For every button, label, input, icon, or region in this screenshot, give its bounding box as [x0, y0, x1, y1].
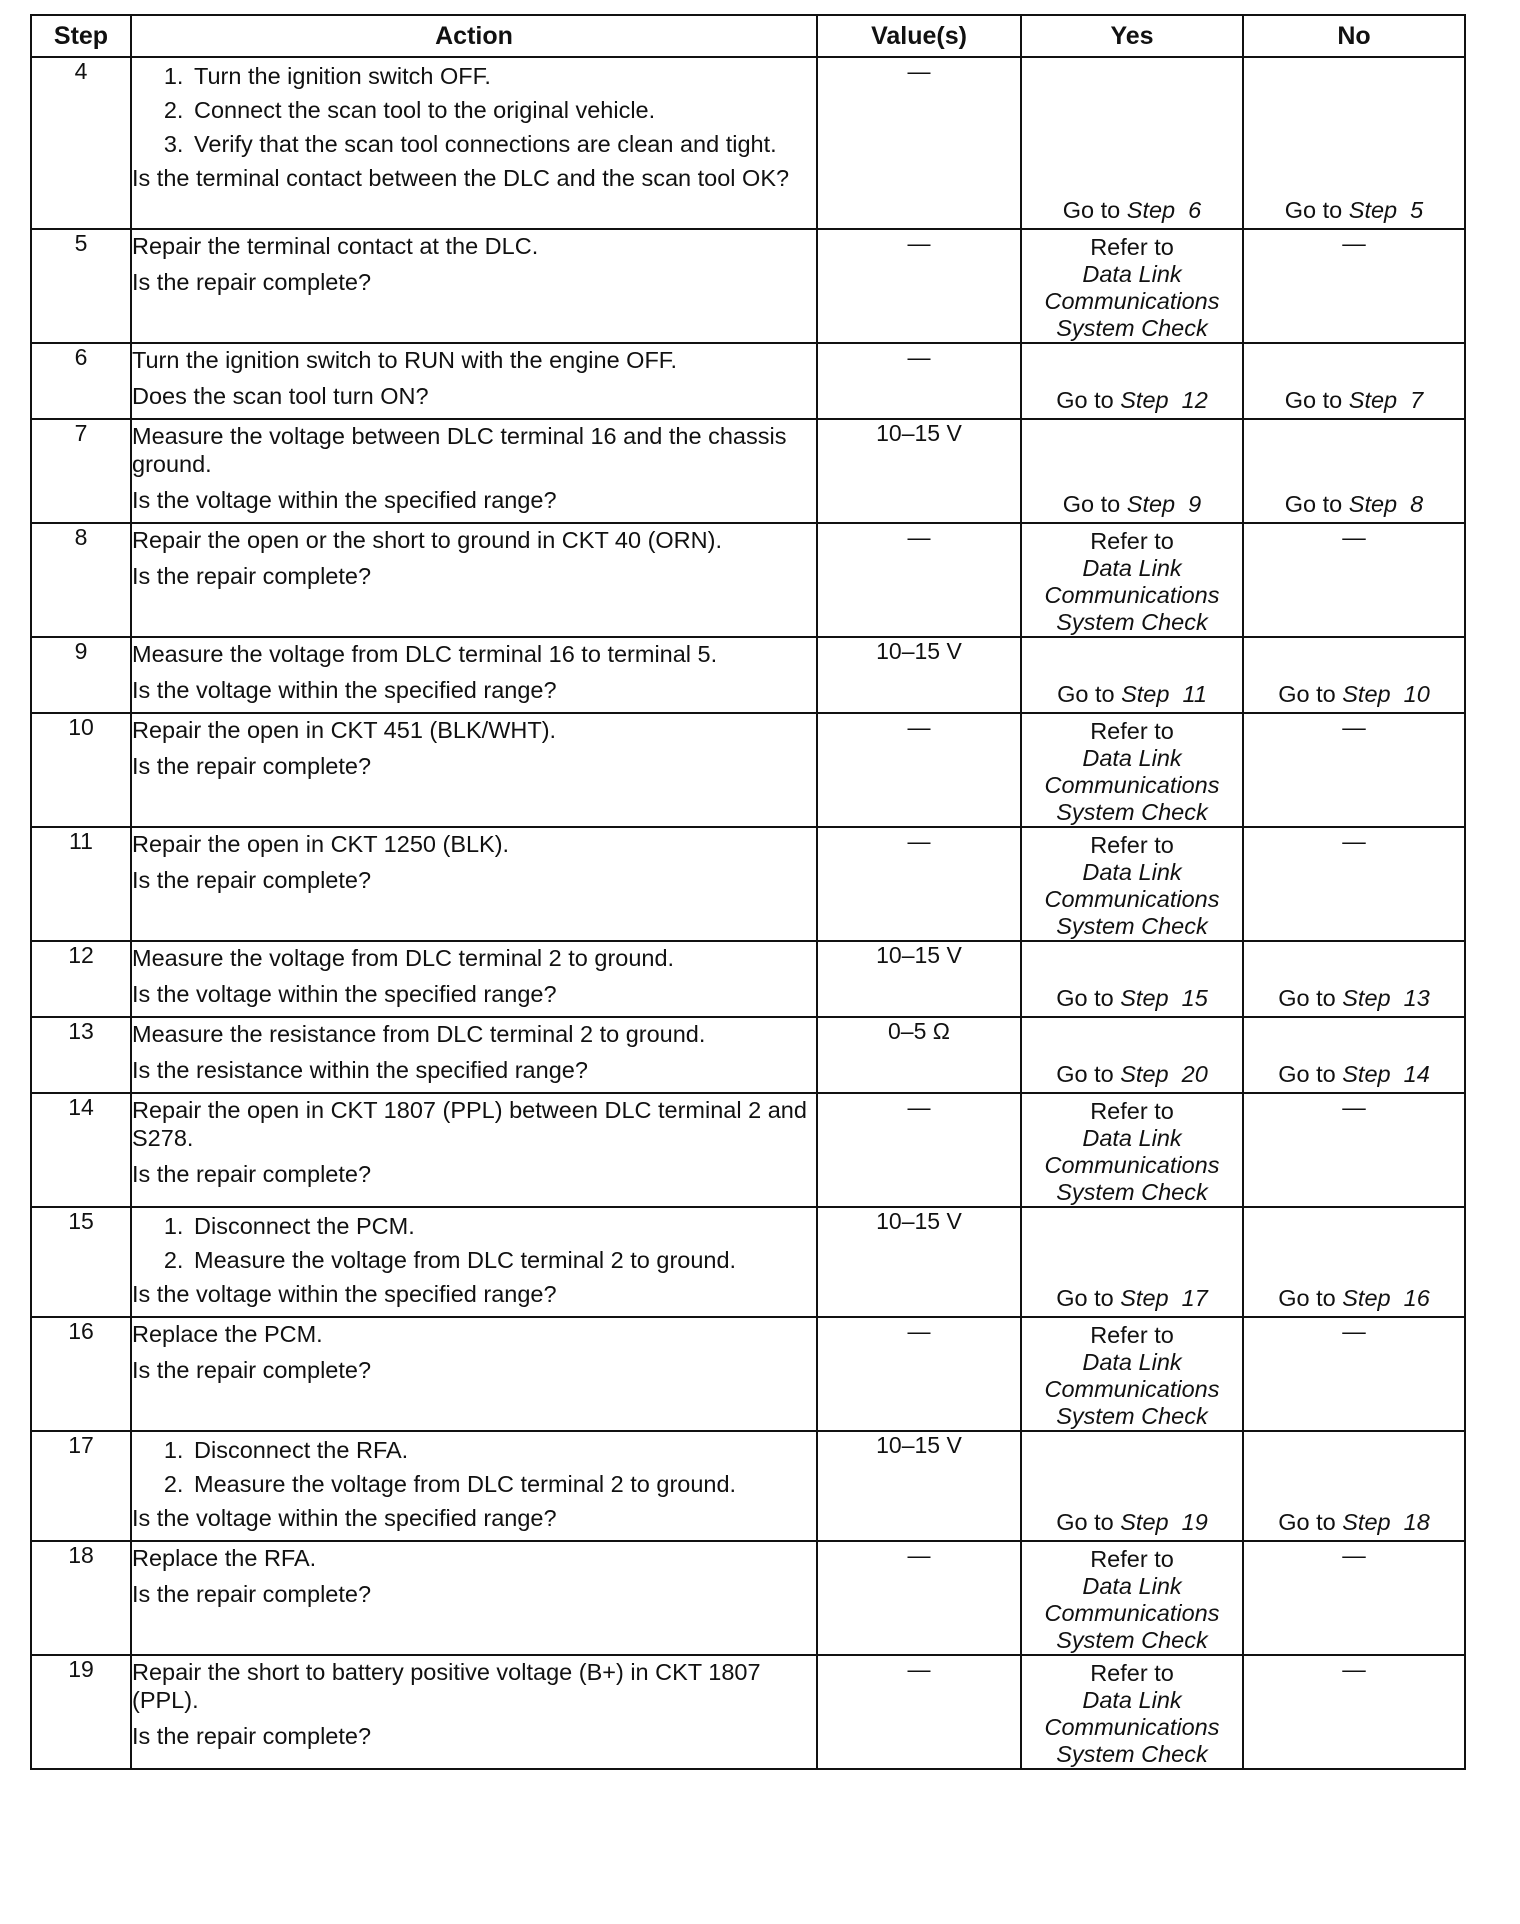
- value-cell: —: [817, 229, 1021, 343]
- refer-link-line: System Check: [1056, 913, 1208, 939]
- goto-step-number: 7: [1410, 387, 1424, 413]
- refer-link-line: Data Link: [1082, 745, 1182, 771]
- goto-prefix: Go to: [1062, 197, 1121, 223]
- goto-step-word: Step: [1348, 197, 1398, 223]
- table-row: [31, 419, 1465, 523]
- action-cell: [131, 343, 817, 419]
- goto-step-word: Step: [1342, 985, 1391, 1011]
- table-row: [31, 941, 1465, 1017]
- yes-cell: [1021, 1431, 1243, 1541]
- action-cell: [131, 1541, 817, 1655]
- yes-cell: [1021, 1093, 1243, 1207]
- action-text: Is the repair complete?: [132, 563, 372, 589]
- action-cell: [131, 57, 817, 229]
- goto-prefix: Go to: [1062, 491, 1121, 517]
- table-body: [31, 57, 1465, 1769]
- header-action: Action: [131, 15, 817, 57]
- step-number: 17: [31, 1431, 131, 1541]
- no-cell: [1243, 637, 1465, 713]
- goto-prefix: Go to: [1278, 681, 1336, 707]
- refer-link-line: System Check: [1056, 1741, 1208, 1767]
- diagnostic-table: [30, 14, 1466, 1770]
- yes-goto: [1022, 681, 1242, 708]
- yes-cell: [1021, 343, 1243, 419]
- goto-prefix: Go to: [1284, 197, 1343, 223]
- refer-link-line: Data Link: [1082, 1687, 1182, 1713]
- action-step-item: 2. Measure the voltage from DLC terminal 2 to ground.: [190, 1246, 816, 1274]
- value-cell: 10–15 V: [817, 941, 1021, 1017]
- refer-link-line: Data Link: [1082, 261, 1182, 287]
- table-row: [31, 1431, 1465, 1541]
- diagnostic-table-page: [30, 14, 1464, 1770]
- not-applicable-dash: —: [1342, 230, 1366, 256]
- goto-step-number: 14: [1403, 1061, 1430, 1087]
- yes-refer-block: [1022, 230, 1242, 342]
- action-step-item: 1. Disconnect the RFA.: [190, 1436, 816, 1464]
- not-applicable-dash: —: [1342, 1318, 1366, 1344]
- yes-cell: [1021, 827, 1243, 941]
- value-cell: 0–5 Ω: [817, 1017, 1021, 1093]
- table-row: [31, 1317, 1465, 1431]
- no-cell: [1243, 713, 1465, 827]
- action-text: Is the resistance within the specified range?: [132, 1057, 588, 1083]
- step-number: 16: [31, 1317, 131, 1431]
- yes-cell: [1021, 523, 1243, 637]
- yes-goto: [1022, 197, 1242, 224]
- action-text: Measure the voltage from DLC terminal 2 to ground.: [132, 945, 675, 971]
- step-number: 5: [31, 229, 131, 343]
- no-cell: [1243, 827, 1465, 941]
- yes-goto: [1022, 1285, 1242, 1312]
- no-cell: [1243, 1541, 1465, 1655]
- refer-link-line: System Check: [1056, 799, 1208, 825]
- goto-step-number: 18: [1403, 1509, 1430, 1535]
- header-no: No: [1243, 15, 1465, 57]
- goto-prefix: Go to: [1278, 985, 1336, 1011]
- table-row: [31, 343, 1465, 419]
- yes-refer-block: [1022, 1542, 1242, 1654]
- yes-cell: [1021, 713, 1243, 827]
- refer-prefix: Refer to: [1090, 528, 1174, 554]
- not-applicable-dash: —: [1342, 1656, 1366, 1682]
- action-text: Replace the PCM.: [132, 1321, 323, 1347]
- step-number: 15: [31, 1207, 131, 1317]
- goto-prefix: Go to: [1056, 1061, 1114, 1087]
- refer-prefix: Refer to: [1090, 832, 1174, 858]
- action-cell: [131, 1093, 817, 1207]
- header-step: Step: [31, 15, 131, 57]
- no-cell: [1243, 1431, 1465, 1541]
- no-dash-wrap: [1244, 714, 1464, 741]
- action-text: Measure the voltage between DLC terminal 16 and the chassis ground.: [132, 423, 787, 477]
- goto-step-word: Step: [1120, 1061, 1169, 1087]
- yes-refer-block: [1022, 524, 1242, 636]
- refer-link-line: System Check: [1056, 1179, 1208, 1205]
- step-number: 4: [31, 57, 131, 229]
- action-text: Is the voltage within the specified range?: [132, 677, 557, 703]
- goto-prefix: Go to: [1056, 985, 1114, 1011]
- goto-step-number: 16: [1403, 1285, 1430, 1311]
- step-number: 10: [31, 713, 131, 827]
- refer-link-line: System Check: [1056, 1627, 1208, 1653]
- refer-link-line: Communications: [1044, 288, 1220, 314]
- table-row: [31, 523, 1465, 637]
- goto-step-number: 15: [1181, 985, 1208, 1011]
- step-number: 11: [31, 827, 131, 941]
- action-text: Repair the short to battery positive voltage (B+) in CKT 1807 (PPL).: [132, 1659, 761, 1713]
- yes-refer-block: [1022, 1094, 1242, 1206]
- table-row: [31, 1017, 1465, 1093]
- refer-link-line: Communications: [1044, 1600, 1220, 1626]
- action-text: Is the repair complete?: [132, 269, 372, 295]
- table-row: [31, 1093, 1465, 1207]
- goto-step-word: Step: [1120, 985, 1169, 1011]
- action-steps-list: [132, 62, 816, 158]
- goto-prefix: Go to: [1056, 387, 1114, 413]
- not-applicable-dash: —: [1342, 524, 1366, 550]
- action-cell: [131, 713, 817, 827]
- action-cell: [131, 1655, 817, 1769]
- refer-link-line: Data Link: [1082, 555, 1182, 581]
- no-goto: [1244, 1061, 1464, 1088]
- yes-cell: [1021, 1017, 1243, 1093]
- goto-prefix: Go to: [1278, 1061, 1336, 1087]
- action-text: Is the voltage within the specified range?: [132, 981, 557, 1007]
- no-cell: [1243, 941, 1465, 1017]
- table-row: [31, 229, 1465, 343]
- goto-step-word: Step: [1120, 1509, 1169, 1535]
- yes-cell: [1021, 1541, 1243, 1655]
- table-row: [31, 1655, 1465, 1769]
- header-values: Value(s): [817, 15, 1021, 57]
- action-cell: [131, 419, 817, 523]
- table-row: [31, 1207, 1465, 1317]
- table-row: [31, 827, 1465, 941]
- step-number: 12: [31, 941, 131, 1017]
- table-row: [31, 637, 1465, 713]
- yes-refer-block: [1022, 828, 1242, 940]
- action-text: Repair the open in CKT 1250 (BLK).: [132, 831, 510, 857]
- no-cell: [1243, 229, 1465, 343]
- refer-link-line: Communications: [1044, 1714, 1220, 1740]
- action-step-item: 2. Measure the voltage from DLC terminal 2 to ground.: [190, 1470, 816, 1498]
- yes-goto: [1022, 1061, 1242, 1088]
- value-cell: —: [817, 1093, 1021, 1207]
- action-cell: [131, 827, 817, 941]
- goto-prefix: Go to: [1284, 387, 1343, 413]
- goto-prefix: Go to: [1056, 1509, 1114, 1535]
- refer-link-line: Communications: [1044, 886, 1220, 912]
- value-cell: —: [817, 713, 1021, 827]
- goto-step-number: 9: [1188, 491, 1202, 517]
- goto-step-number: 13: [1403, 985, 1430, 1011]
- yes-goto: [1022, 387, 1242, 414]
- action-steps-list: [132, 1436, 816, 1498]
- goto-step-word: Step: [1348, 491, 1398, 517]
- no-goto: [1244, 985, 1464, 1012]
- goto-step-word: Step: [1121, 681, 1170, 707]
- action-step-item: 1. Turn the ignition switch OFF.: [190, 62, 816, 90]
- table-header-row: [31, 15, 1465, 57]
- no-goto: [1244, 491, 1464, 518]
- table-row: [31, 57, 1465, 229]
- goto-prefix: Go to: [1278, 1285, 1336, 1311]
- refer-link-line: Data Link: [1082, 1349, 1182, 1375]
- no-goto: [1244, 681, 1464, 708]
- goto-step-word: Step: [1348, 387, 1398, 413]
- yes-goto: [1022, 1509, 1242, 1536]
- action-text: Is the terminal contact between the DLC and the scan tool OK?: [132, 165, 790, 191]
- table-row: [31, 1541, 1465, 1655]
- goto-prefix: Go to: [1056, 1285, 1114, 1311]
- action-text: Is the repair complete?: [132, 1161, 372, 1187]
- goto-step-word: Step: [1342, 1509, 1391, 1535]
- refer-link-line: System Check: [1056, 609, 1208, 635]
- no-dash-wrap: [1244, 524, 1464, 551]
- header-yes: Yes: [1021, 15, 1243, 57]
- action-cell: [131, 1431, 817, 1541]
- goto-step-number: 6: [1188, 197, 1202, 223]
- action-step-item: 2. Connect the scan tool to the original vehicle.: [190, 96, 816, 124]
- refer-link-line: Communications: [1044, 1152, 1220, 1178]
- value-cell: —: [817, 1317, 1021, 1431]
- action-text: Turn the ignition switch to RUN with the engine OFF.: [132, 347, 678, 373]
- value-cell: 10–15 V: [817, 1207, 1021, 1317]
- yes-cell: [1021, 637, 1243, 713]
- goto-step-word: Step: [1120, 387, 1169, 413]
- action-text: Is the repair complete?: [132, 753, 372, 779]
- value-cell: —: [817, 827, 1021, 941]
- goto-step-number: 19: [1181, 1509, 1208, 1535]
- action-text: Replace the RFA.: [132, 1545, 317, 1571]
- value-cell: —: [817, 57, 1021, 229]
- no-dash-wrap: [1244, 1542, 1464, 1569]
- no-goto: [1244, 1285, 1464, 1312]
- goto-step-number: 12: [1181, 387, 1208, 413]
- action-cell: [131, 1017, 817, 1093]
- value-cell: 10–15 V: [817, 419, 1021, 523]
- no-cell: [1243, 1317, 1465, 1431]
- goto-step-number: 10: [1403, 681, 1430, 707]
- goto-prefix: Go to: [1284, 491, 1343, 517]
- action-cell: [131, 637, 817, 713]
- step-number: 19: [31, 1655, 131, 1769]
- yes-cell: [1021, 1655, 1243, 1769]
- action-steps-list: [132, 1212, 816, 1274]
- value-cell: —: [817, 1655, 1021, 1769]
- step-number: 13: [31, 1017, 131, 1093]
- refer-link-line: Data Link: [1082, 1573, 1182, 1599]
- action-text: Repair the open or the short to ground in CKT 40 (ORN).: [132, 527, 722, 553]
- yes-cell: [1021, 941, 1243, 1017]
- not-applicable-dash: —: [1342, 714, 1366, 740]
- step-number: 6: [31, 343, 131, 419]
- value-cell: —: [817, 523, 1021, 637]
- no-dash-wrap: [1244, 1094, 1464, 1121]
- step-number: 18: [31, 1541, 131, 1655]
- no-goto: [1244, 197, 1464, 224]
- not-applicable-dash: —: [1342, 1094, 1366, 1120]
- step-number: 14: [31, 1093, 131, 1207]
- refer-link-line: Data Link: [1082, 859, 1182, 885]
- action-cell: [131, 229, 817, 343]
- action-text: Is the voltage within the specified range?: [132, 1281, 557, 1307]
- value-cell: 10–15 V: [817, 1431, 1021, 1541]
- yes-cell: [1021, 229, 1243, 343]
- action-step-item: 1. Disconnect the PCM.: [190, 1212, 816, 1240]
- no-cell: [1243, 343, 1465, 419]
- refer-prefix: Refer to: [1090, 1322, 1174, 1348]
- yes-cell: [1021, 419, 1243, 523]
- refer-prefix: Refer to: [1090, 234, 1174, 260]
- refer-prefix: Refer to: [1090, 1546, 1174, 1572]
- goto-step-word: Step: [1342, 1285, 1391, 1311]
- yes-refer-block: [1022, 1656, 1242, 1768]
- refer-link-line: System Check: [1056, 315, 1208, 341]
- refer-link-line: Data Link: [1082, 1125, 1182, 1151]
- no-dash-wrap: [1244, 230, 1464, 257]
- value-cell: 10–15 V: [817, 637, 1021, 713]
- no-cell: [1243, 523, 1465, 637]
- yes-goto: [1022, 985, 1242, 1012]
- step-number: 9: [31, 637, 131, 713]
- action-text: Measure the voltage from DLC terminal 16 to terminal 5.: [132, 641, 718, 667]
- action-cell: [131, 941, 817, 1017]
- goto-prefix: Go to: [1057, 681, 1115, 707]
- no-cell: [1243, 419, 1465, 523]
- step-number: 7: [31, 419, 131, 523]
- goto-step-word: Step: [1126, 197, 1176, 223]
- no-dash-wrap: [1244, 1656, 1464, 1683]
- goto-step-number: 5: [1410, 197, 1424, 223]
- no-dash-wrap: [1244, 1318, 1464, 1345]
- yes-cell: [1021, 57, 1243, 229]
- no-cell: [1243, 1655, 1465, 1769]
- goto-step-number: 8: [1410, 491, 1424, 517]
- no-cell: [1243, 1017, 1465, 1093]
- refer-link-line: Communications: [1044, 1376, 1220, 1402]
- action-text: Is the repair complete?: [132, 1357, 372, 1383]
- table-row: [31, 713, 1465, 827]
- action-text: Measure the resistance from DLC terminal 2 to ground.: [132, 1021, 706, 1047]
- refer-link-line: System Check: [1056, 1403, 1208, 1429]
- goto-step-number: 17: [1181, 1285, 1208, 1311]
- yes-cell: [1021, 1207, 1243, 1317]
- refer-link-line: Communications: [1044, 582, 1220, 608]
- action-text: Repair the terminal contact at the DLC.: [132, 233, 539, 259]
- goto-step-word: Step: [1342, 681, 1391, 707]
- not-applicable-dash: —: [1342, 1542, 1366, 1568]
- yes-refer-block: [1022, 1318, 1242, 1430]
- action-cell: [131, 523, 817, 637]
- goto-step-word: Step: [1126, 491, 1176, 517]
- refer-link-line: Communications: [1044, 772, 1220, 798]
- action-step-item: 3. Verify that the scan tool connections are clean and tight.: [190, 130, 816, 158]
- refer-prefix: Refer to: [1090, 1660, 1174, 1686]
- yes-cell: [1021, 1317, 1243, 1431]
- action-text: Repair the open in CKT 451 (BLK/WHT).: [132, 717, 557, 743]
- goto-step-number: 11: [1182, 681, 1207, 707]
- no-cell: [1243, 1093, 1465, 1207]
- step-number: 8: [31, 523, 131, 637]
- value-cell: —: [817, 343, 1021, 419]
- refer-prefix: Refer to: [1090, 1098, 1174, 1124]
- refer-prefix: Refer to: [1090, 718, 1174, 744]
- action-text: Is the repair complete?: [132, 867, 372, 893]
- value-cell: —: [817, 1541, 1021, 1655]
- not-applicable-dash: —: [1342, 828, 1366, 854]
- action-cell: [131, 1207, 817, 1317]
- action-text: Repair the open in CKT 1807 (PPL) between DLC terminal 2 and S278.: [132, 1097, 807, 1151]
- action-cell: [131, 1317, 817, 1431]
- action-text: Is the repair complete?: [132, 1723, 372, 1749]
- action-text: Is the voltage within the specified range?: [132, 1505, 557, 1531]
- yes-goto: [1022, 491, 1242, 518]
- goto-step-number: 20: [1181, 1061, 1208, 1087]
- action-text: Is the voltage within the specified range?: [132, 487, 557, 513]
- action-text: Is the repair complete?: [132, 1581, 372, 1607]
- goto-step-word: Step: [1120, 1285, 1169, 1311]
- no-dash-wrap: [1244, 828, 1464, 855]
- goto-prefix: Go to: [1278, 1509, 1336, 1535]
- yes-refer-block: [1022, 714, 1242, 826]
- no-goto: [1244, 1509, 1464, 1536]
- no-goto: [1244, 387, 1464, 414]
- goto-step-word: Step: [1342, 1061, 1391, 1087]
- no-cell: [1243, 57, 1465, 229]
- action-text: Does the scan tool turn ON?: [132, 383, 429, 409]
- no-cell: [1243, 1207, 1465, 1317]
